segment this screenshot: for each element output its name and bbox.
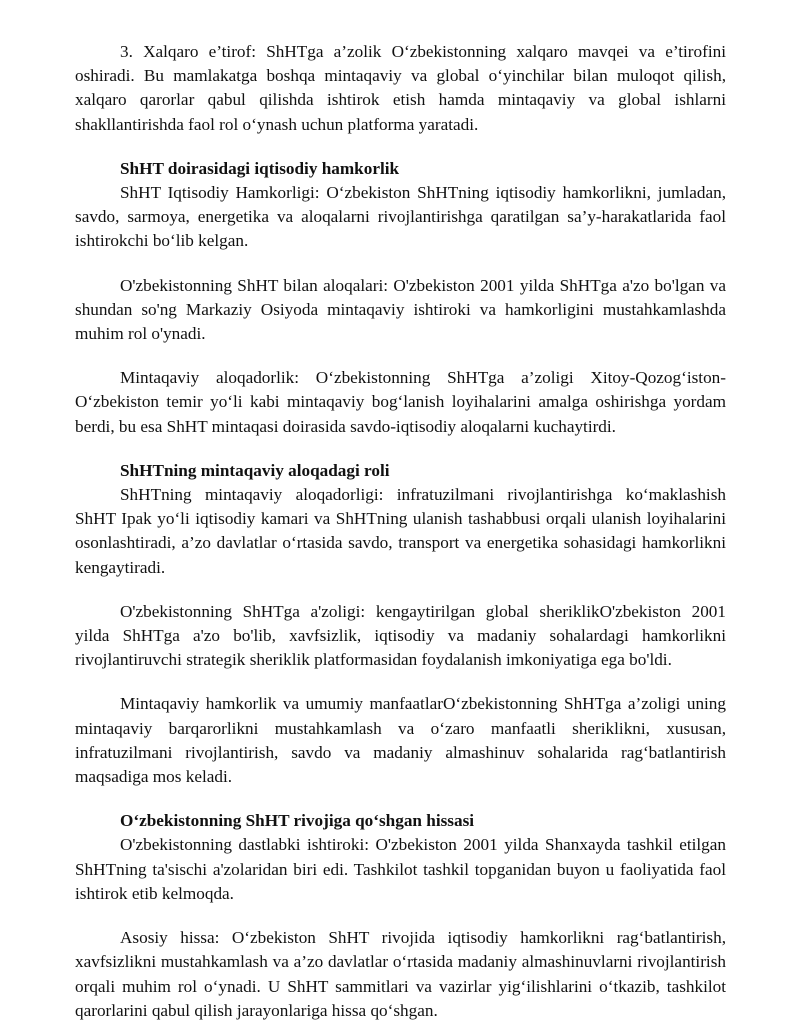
paragraph-uzbekistan-sco-relations: O'zbekistonning ShHT bilan aloqalari: O'zbekiston 2001 yilda ShHTga a'zo bo'lgan va shundan so'ng Markaziy Osiyoda mintaqaviy ishtiroki va hamkorligini mustahkamlashda muhim rol o'ynadi.	[75, 275, 726, 344]
paragraph-sco-economic-cooperation: ShHT Iqtisodiy Hamkorligi: O‘zbekiston ShHTning iqtisodiy hamkorlikni, jumladan, savdo, sarmoya, energetika va aloqalarni rivojlantirishga qaratilgan sa’y-harakatlarida faol ishtirokchi bo‘lib kelgan.	[75, 183, 726, 251]
paragraph-regional-connectivity: Mintaqaviy aloqadorlik: O‘zbekistonning ShHTga a’zoligi Xitoy-Qozog‘iston-O‘zbekiston temir yo‘li kabi mintaqaviy bog‘lanish loyihalarini amalga oshirishga yordam berdi, bu esa ShHT mintaqasi doirasida savdo-iqtisodiy aloqalarni kuchaytirdi.	[75, 368, 726, 436]
paragraph-main-contribution: Asosiy hissa: O‘zbekiston ShHT rivojida iqtisodiy hamkorlikni rag‘batlantirish, xavfsizlikni mustahkamlash va a’zo davlatlar o‘rtasida madaniy almashinuvlarni rivojlantirish orqali muhim rol o‘ynadi. U ShHT sammitlari va vazirlar yig‘ilishlarini o‘tkazib, tashkilot qarorlarini qabul qilish jarayonlariga hissa qo‘shgan.	[75, 928, 726, 1020]
paragraph-sco-regional-connectivity: ShHTning mintaqaviy aloqadorligi: infratuzilmani rivojlantirishga ko‘maklashish ShHT Ipak yo‘li iqtisodiy kamari va ShHTning ulanish tashabbusi orqali ulanish loyihalarini osonlashtiradi, a’zo davlatlar o‘rtasida savdo, transport va energetika sohasidagi hamkorlikni kengaytiradi.	[75, 485, 726, 577]
document-page	[75, 40, 726, 1023]
paragraph-uzbekistan-sco-membership: O'zbekistonning ShHTga a'zoligi: kengaytirilgan global sheriklikO'zbekiston 2001 yilda ShHTga a'zo bo'lib, xavfsizlik, iqtisodiy va madaniy sohalardagi hamkorlikni rivojlantiruvchi strategik sheriklik platformasidan foydalanish imkoniyatiga ega bo'ldi.	[75, 601, 726, 670]
heading-regional-connectivity-role: ShHTning mintaqaviy aloqadagi roli	[120, 460, 390, 480]
heading-uzbekistan-contribution: O‘zbekistonning ShHT rivojiga qo‘shgan hissasi	[120, 811, 475, 831]
paragraph-international-recognition: 3. Xalqaro e’tirof: ShHTga a’zolik O‘zbekistonning xalqaro mavqei va e’tirofini oshiradi. Bu mamlakatga boshqa mintaqaviy va global o‘yinchilar bilan muloqot qilish, xalqaro qarorlar qabul qilishda ishtirok etish hamda mintaqaviy va global ishlarni shakllantirishda faol rol o‘ynash uchun platforma yaratadi.	[75, 42, 726, 134]
heading-economic-cooperation: ShHT doirasidagi iqtisodiy hamkorlik	[120, 158, 400, 178]
paragraph-regional-cooperation: Mintaqaviy hamkorlik va umumiy manfaatlarO‘zbekistonning ShHTga a’zoligi uning mintaqaviy barqarorlikni mustahkamlash va o‘zaro manfaatli sheriklikni, xususan, infratuzilmani rivojlantirish, savdo va madaniy almashinuv sohalarida rag‘batlantirish maqsadiga mos keladi.	[75, 694, 726, 787]
paragraph-initial-participation: O'zbekistonning dastlabki ishtiroki: O'zbekiston 2001 yilda Shanxayda tashkil etilgan ShHTning ta'sischi a'zolaridan biri edi. Tashkilot tashkil topganidan buyon u faoliyatida faol ishtirok etib kelmoqda.	[75, 835, 726, 903]
